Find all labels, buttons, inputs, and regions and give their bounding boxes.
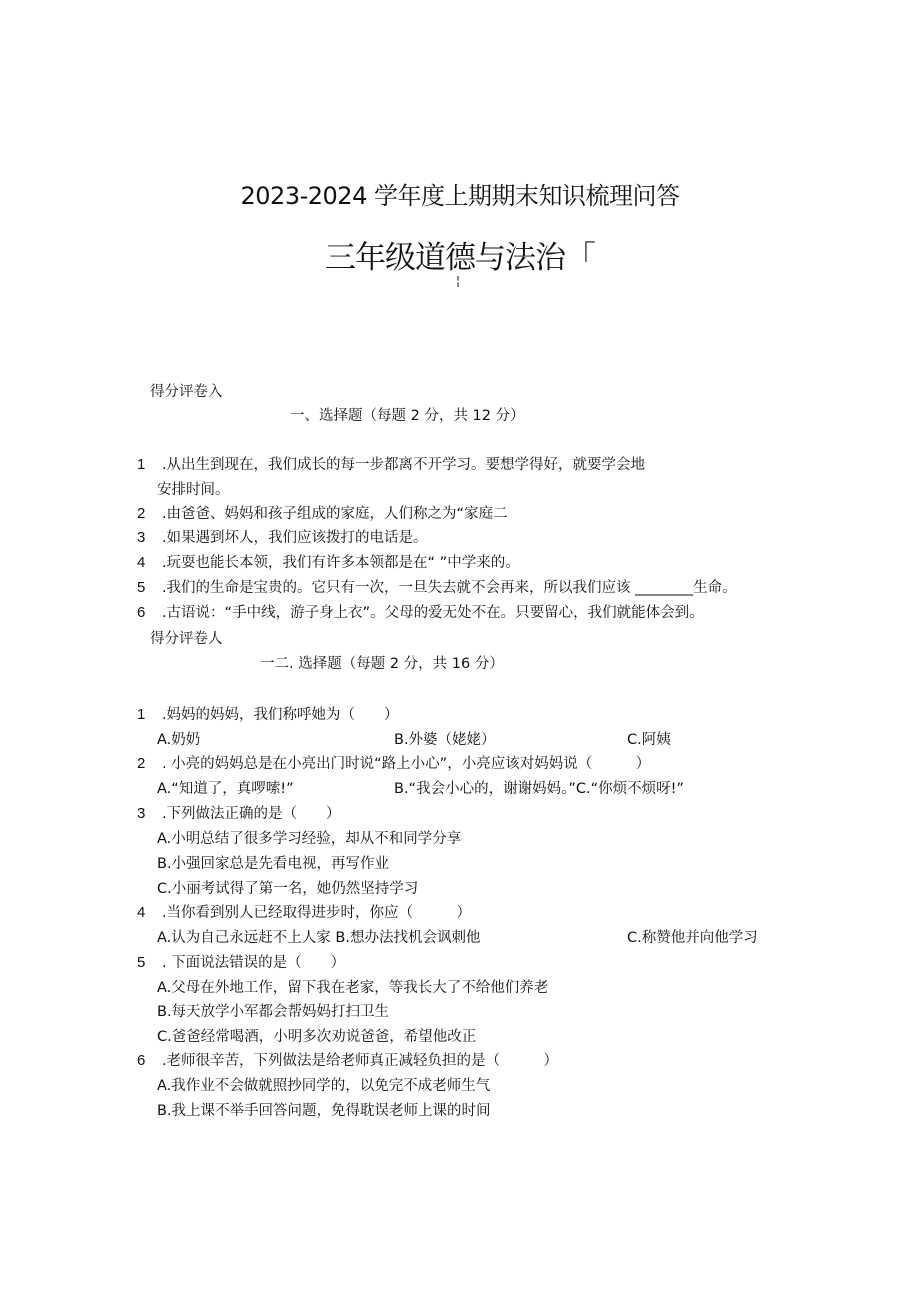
option-c: C.爸爸经常喝酒，小明多次劝说爸爸，希望他改正 [157,1029,477,1045]
question-4 [137,551,520,572]
question-number: 3 [137,529,146,546]
option-b: B.我上课不举手回答问题，免得耽误老师上课的时间 [157,1103,491,1119]
question-number: 2 [137,505,146,522]
option-a: A.父母在外地工作，留下我在老家，等我长大了不给他们养老 [157,980,549,996]
question-text: .我们的生命是宝贵的。它只有一次，一旦失去就不会再来，所以我们应该 ________生命。 [161,580,737,596]
option-c: C.小丽考试得了第一名，她仍然坚持学习 [157,881,419,897]
option-a: A.“知道了，真啰嗦!” [157,781,294,797]
question-3 [137,526,428,547]
score-box-label: 得分评卷入 [150,384,223,400]
question-text: . 小亮的妈妈总是在小亮出门时说“路上小心”，小亮应该对妈妈说（ ） [161,756,651,772]
question-text: .妈妈的妈妈，我们称呼她为（ ） [161,707,399,723]
option-a: A.奶奶 [157,732,201,748]
question-text: .当你看到别人已经取得进步时，你应（ ） [161,905,472,921]
option-c: C.阿姨 [627,732,671,748]
option-c: C.称赞他并向他学习 [627,930,758,946]
question-number: 2 [137,755,146,772]
section-heading: 一二. 选择题（每题 2 分，共 16 分） [260,656,504,672]
question-number: 6 [137,1052,146,1069]
question-text: .从出生到现在，我们成长的每一步都离不开学习。要想学得好，就要学会地 [161,457,646,473]
page-mark: ¦ [456,274,461,288]
mc-question-5 [137,951,345,972]
mc-question-2 [137,752,650,773]
question-text: .如果遇到坏人，我们应该拨打的电话是。 [161,530,428,546]
question-text: .古语说：“手中线，游子身上衣”。父母的爱无处不在。只要留心，我们就能体会到。 [161,605,704,621]
question-number: 1 [137,456,146,473]
score-box-label: 得分评卷人 [150,631,223,647]
question-number: 5 [137,954,146,971]
option-a-b: A.认为自己永远赶不上人家 B.想办法找机会讽刺他 [157,930,481,946]
question-text: .下列做法正确的是（ ） [161,806,341,822]
document-title: 2023-2024 学年度上期期末知识梳理问答 [240,182,680,210]
question-number: 6 [137,604,146,621]
option-a: A.我作业不会做就照抄同学的，以免完不成老师生气 [157,1078,491,1094]
question-number: 1 [137,706,146,723]
question-1 [137,453,645,474]
question-2 [137,502,508,523]
question-number: 4 [137,554,146,571]
option-b: B.小强回家总是先看电视，再写作业 [157,856,390,872]
question-text: .由爸爸、妈妈和孩子组成的家庭，人们称之为“家庭二 [161,506,508,522]
document-subtitle: 三年级道德与法治「 [325,240,595,276]
mc-question-6 [137,1049,558,1070]
question-6 [137,601,704,622]
question-text: . 下面说法错误的是（ ） [161,955,346,971]
section-heading: 一、选择题（每题 2 分，共 12 分） [290,408,525,424]
question-continuation: 安排时间。 [157,482,230,498]
question-text: .老师很辛苦，下列做法是给老师真正减轻负担的是（ ） [161,1053,559,1069]
mc-question-1 [137,703,399,724]
mc-question-4 [137,901,471,922]
question-number: 4 [137,904,146,921]
option-a: A.小明总结了很多学习经验，却从不和同学分享 [157,831,462,847]
question-number: 3 [137,805,146,822]
question-number: 5 [137,579,146,596]
option-b-c: B.“我会小心的，谢谢妈妈。”C.“你烦不烦呀!” [394,781,684,797]
question-5 [137,576,737,597]
option-b: B.外婆（姥姥） [394,732,496,748]
mc-question-3 [137,802,341,823]
option-b: B.每天放学小军都会帮妈妈打扫卫生 [157,1004,390,1020]
question-text: .玩耍也能长本领，我们有许多本领都是在“ ”中学来的。 [161,555,520,571]
